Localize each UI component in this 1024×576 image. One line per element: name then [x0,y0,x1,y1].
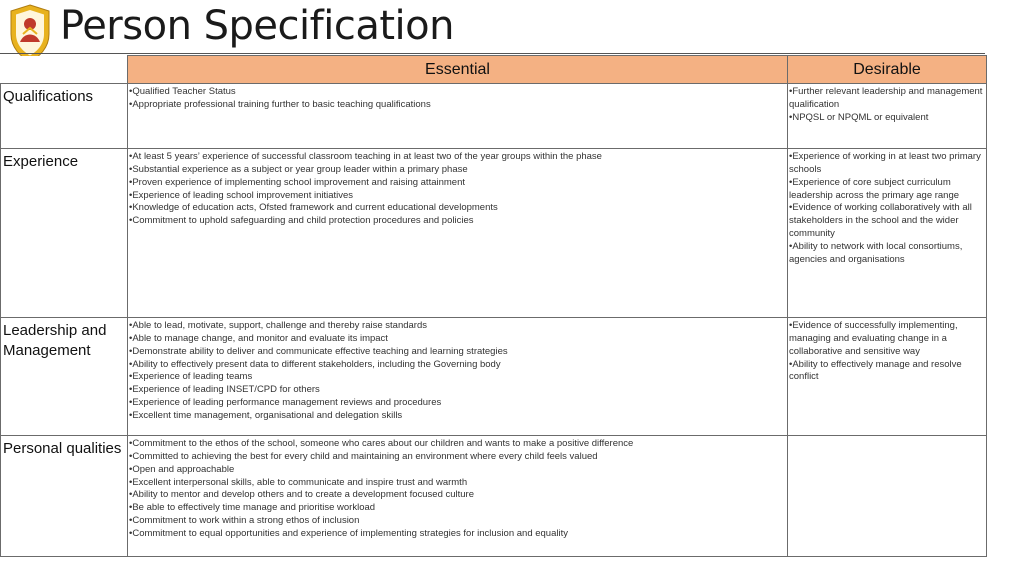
row-label-qualifications: Qualifications [1,84,128,149]
desirable-cell-personal-qualities [788,436,987,557]
list-item: • Experience of working in at least two primary schools [789,151,984,177]
desirable-cell-leadership [788,318,987,436]
essential-cell-leadership [128,318,788,436]
essential-cell-experience [128,149,788,318]
list-item: • Proven experience of implementing school improvement and raising attainment [129,177,785,190]
title-divider [0,53,985,54]
list-item: • Ability to mentor and develop others and to create a development focused culture [129,489,785,502]
list-item: • Ability to effectively manage and resolve conflict [789,359,984,385]
list-item: • Experience of leading performance management reviews and procedures [129,397,785,410]
row-label-experience: Experience [1,149,128,318]
person-specification-table [0,55,987,557]
essential-list-experience [128,149,787,228]
essential-list-personal-qualities [128,436,787,541]
header-desirable: Desirable [788,56,987,84]
list-item: • Commitment to uphold safeguarding and child protection procedures and policies [129,215,785,228]
row-experience [1,149,987,318]
list-item: • Experience of leading INSET/CPD for others [129,384,785,397]
list-item: • Open and approachable [129,464,785,477]
list-item: • Committed to achieving the best for every child and maintaining an environment where every child feels valued [129,451,785,464]
list-item: • Qualified Teacher Status [129,86,785,99]
table-header-row [1,56,987,84]
desirable-list-experience [788,149,986,267]
page-title: Person Specification [60,3,454,49]
row-label-personal-qualities: Personal qualities [1,436,128,557]
list-item: • Commitment to the ethos of the school, someone who cares about our children and wants to make a positive difference [129,438,785,451]
list-item: • Ability to effectively present data to different stakeholders, including the Governing body [129,359,785,372]
essential-list-leadership [128,318,787,423]
list-item: • Ability to network with local consortiums, agencies and organisations [789,241,984,267]
list-item: • Evidence of working collaboratively with all stakeholders in the school and the wider community [789,202,984,241]
desirable-list-qualifications [788,84,986,125]
essential-cell-qualifications [128,84,788,149]
row-label-leadership: Leadership and Management [1,318,128,436]
list-item: • Able to manage change, and monitor and evaluate its impact [129,333,785,346]
row-personal-qualities [1,436,987,557]
list-item: • Experience of leading teams [129,371,785,384]
list-item: • Commitment to equal opportunities and experience of implementing strategies for inclusion and equality [129,528,785,541]
list-item: • Experience of leading school improvement initiatives [129,190,785,203]
list-item: • Excellent interpersonal skills, able to communicate and inspire trust and warmth [129,477,785,490]
list-item: • Evidence of successfully implementing, managing and evaluating change in a collaborative and sensitive way [789,320,984,359]
list-item: • Excellent time management, organisational and delegation skills [129,410,785,423]
desirable-cell-experience [788,149,987,318]
list-item: • Be able to effectively time manage and prioritise workload [129,502,785,515]
essential-list-qualifications [128,84,787,112]
desirable-cell-qualifications [788,84,987,149]
row-qualifications [1,84,987,149]
row-leadership [1,318,987,436]
list-item: • Further relevant leadership and management qualification [789,86,984,112]
list-item: • NPQSL or NPQML or equivalent [789,112,984,125]
essential-cell-personal-qualities [128,436,788,557]
header-corner [1,56,128,84]
list-item: • Able to lead, motivate, support, challenge and thereby raise standards [129,320,785,333]
list-item: • Experience of core subject curriculum leadership across the primary age range [789,177,984,203]
list-item: • At least 5 years’ experience of successful classroom teaching in at least two of the year groups within the phase [129,151,785,164]
list-item: • Appropriate professional training further to basic teaching qualifications [129,99,785,112]
list-item: • Substantial experience as a subject or year group leader within a primary phase [129,164,785,177]
list-item: • Commitment to work within a strong ethos of inclusion [129,515,785,528]
list-item: • Demonstrate ability to deliver and communicate effective teaching and learning strategies [129,346,785,359]
desirable-list-leadership [788,318,986,384]
list-item: • Knowledge of education acts, Ofsted framework and current educational developments [129,202,785,215]
header-essential: Essential [128,56,788,84]
